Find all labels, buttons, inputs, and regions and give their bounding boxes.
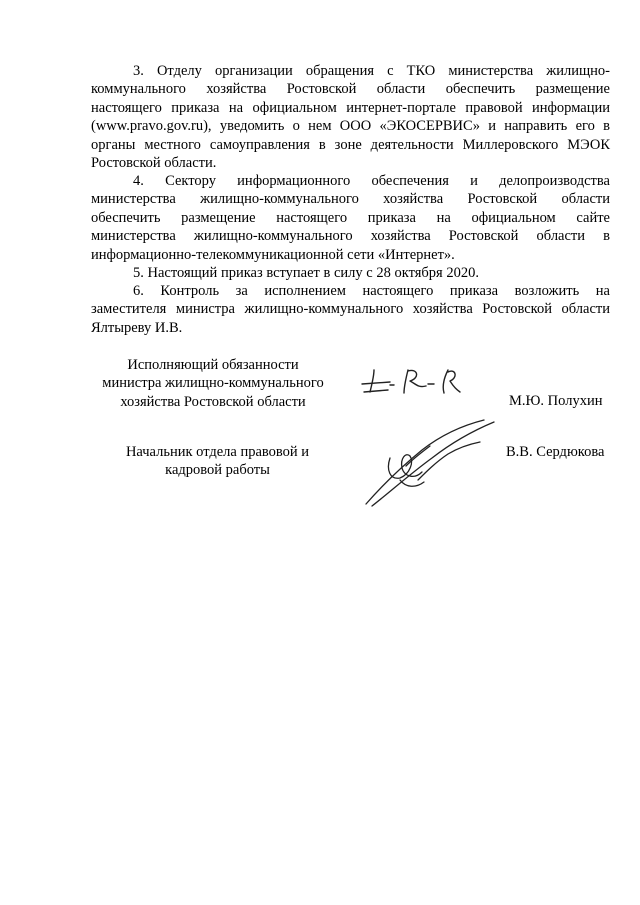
signer-2-title bbox=[105, 443, 330, 480]
handwritten-signature-1 bbox=[360, 366, 470, 406]
paragraph-5 bbox=[91, 264, 610, 282]
paragraph-6-line-2: заместителя министра жилищно-коммунального хозяйства Ростовской области bbox=[91, 301, 610, 318]
paragraph-4-line-4: министерства жилищно-коммунального хозяйства Ростовской области в bbox=[91, 228, 610, 245]
paragraph-3-line-4: (www.pravo.gov.ru), уведомить о нем ООО «ЭКОСЕРВИС» и направить его в bbox=[91, 118, 610, 135]
signer-1-title-line-1: Исполняющий обязанности bbox=[127, 357, 299, 373]
paragraph-3-line-1: 3. Отделу организации обращения с ТКО министерства жилищно- bbox=[133, 63, 610, 79]
signer-1-title-line-3: хозяйства Ростовской области bbox=[120, 393, 306, 410]
paragraph-3 bbox=[91, 62, 610, 172]
paragraph-4-line-2: министерства жилищно-коммунального хозяйства Ростовской области bbox=[91, 191, 610, 208]
paragraph-4-line-3: обеспечить размещение настоящего приказа на официальном сайте bbox=[91, 209, 610, 226]
paragraph-3-line-5: органы местного самоуправления в зоне деятельности Миллеровского МЭОК bbox=[91, 136, 610, 153]
handwritten-signature-2 bbox=[360, 418, 500, 513]
paragraph-3-line-6: Ростовской области. bbox=[91, 155, 217, 172]
signer-2-title-line-1: Начальник отдела правовой и bbox=[125, 444, 310, 460]
signer-1-title-line-2: министра жилищно-коммунального bbox=[102, 375, 324, 392]
paragraph-4-line-1: 4. Сектору информационного обеспечения и делопроизводства bbox=[133, 173, 610, 189]
paragraph-3-line-2: коммунального хозяйства Ростовской области обеспечить размещение bbox=[91, 81, 610, 98]
paragraph-4 bbox=[91, 172, 610, 264]
signer-1-name: М.Ю. Полухин bbox=[509, 393, 603, 409]
paragraph-3-line-3: настоящего приказа на официальном интернет-портале правовой информации bbox=[91, 99, 610, 116]
signer-1-title bbox=[88, 356, 338, 411]
signer-2-title-line-2: кадровой работы bbox=[165, 462, 270, 479]
paragraph-6-line-3: Ялтыреву И.В. bbox=[91, 319, 183, 336]
signer-2-name: В.В. Сердюкова bbox=[506, 444, 605, 460]
paragraph-6 bbox=[91, 282, 610, 337]
paragraph-4-line-5: информационно-телекоммуникационной сети «Интернет». bbox=[91, 246, 455, 263]
paragraph-5-line-1: 5. Настоящий приказ вступает в силу с 28 октября 2020. bbox=[133, 265, 479, 281]
paragraph-6-line-1: 6. Контроль за исполнением настоящего приказа возложить на bbox=[133, 283, 610, 299]
